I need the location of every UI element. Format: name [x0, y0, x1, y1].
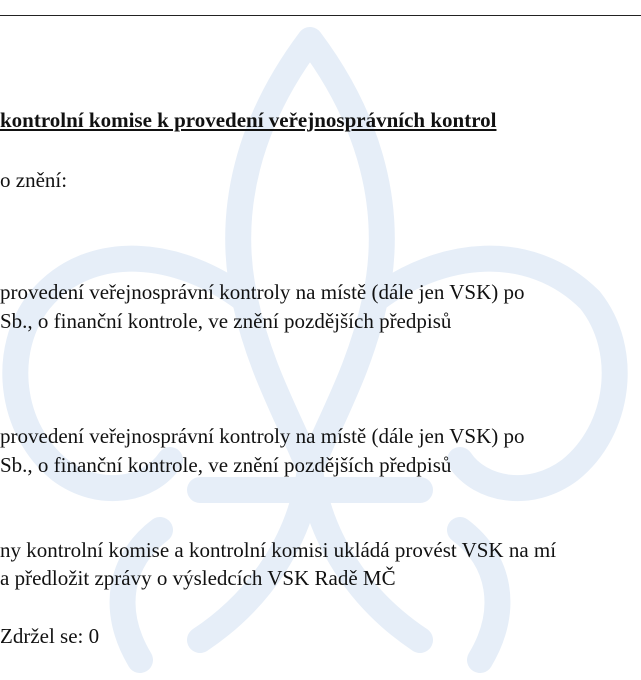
section-heading: kontrolní komise k provedení veřejnosprávních kontrol	[0, 108, 497, 132]
paragraph-1-line-1: provedení veřejnosprávní kontroly na místě (dále jen VSK) po	[0, 280, 525, 304]
paragraph-2-line-1: provedení veřejnosprávní kontroly na místě (dále jen VSK) po	[0, 424, 525, 448]
paragraph-2-line-2: Sb., o finanční kontrole, ve znění pozdějších předpisů	[0, 453, 452, 477]
paragraph-3-line-1: ny kontrolní komise a kontrolní komisi ukládá provést VSK na mí	[0, 538, 557, 562]
paragraph-1-line-2: Sb., o finanční kontrole, ve znění pozdějších předpisů	[0, 309, 452, 333]
top-rule	[0, 15, 641, 16]
intro-text: o znění:	[0, 168, 68, 192]
paragraph-3-line-2: a předložit zprávy o výsledcích VSK Radě MČ	[0, 566, 396, 590]
vote-abstained: Zdržel se: 0	[0, 624, 100, 648]
